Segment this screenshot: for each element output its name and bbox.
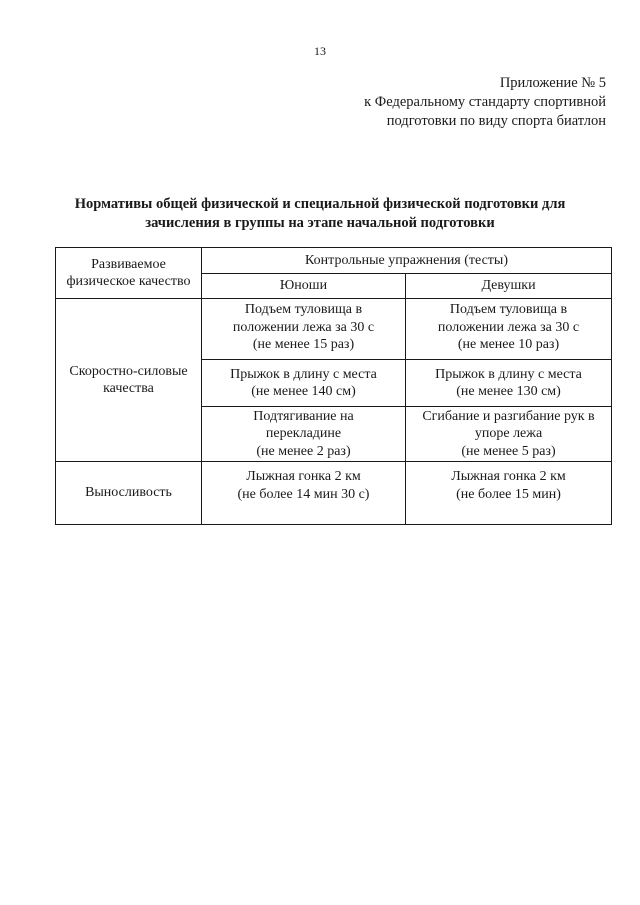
table-header-row bbox=[56, 248, 612, 274]
boys-pullups-cell bbox=[202, 407, 406, 462]
table-row bbox=[56, 299, 612, 360]
cell-line: Сгибание и разгибание рук в bbox=[422, 408, 595, 424]
quality-cell-speed-strength bbox=[56, 299, 202, 462]
cell-line: Подтягивание на bbox=[253, 408, 354, 424]
cell-line: (не менее 130 см) bbox=[456, 384, 561, 399]
cell-line: (не менее 15 раз) bbox=[252, 337, 355, 352]
header-quality-line: физическое качество bbox=[66, 274, 191, 289]
cell-line: (не более 15 мин) bbox=[456, 486, 561, 502]
quality-line: качества bbox=[103, 381, 154, 396]
quality-line: Выносливость bbox=[85, 485, 172, 501]
table-row bbox=[56, 462, 612, 525]
cell-line: упоре лежа bbox=[474, 426, 543, 442]
boys-ski-cell bbox=[202, 462, 406, 525]
header-controls-cell: Контрольные упражнения (тесты) bbox=[202, 248, 612, 274]
cell-line: Прыжок в длину с места bbox=[435, 366, 582, 382]
boys-situps-cell bbox=[202, 299, 406, 360]
cell-line: (не менее 2 раз) bbox=[256, 443, 351, 459]
quality-cell-endurance bbox=[56, 462, 202, 525]
appendix-line: к Федеральному стандарту спортивной bbox=[364, 94, 606, 110]
cell-line: перекладине bbox=[265, 426, 342, 442]
girls-situps-cell bbox=[406, 299, 612, 360]
norms-table bbox=[55, 247, 612, 525]
cell-line: Подъем туловища в bbox=[244, 302, 363, 317]
cell-line: Прыжок в длину с места bbox=[230, 366, 377, 382]
appendix-line: подготовки по виду спорта биатлон bbox=[386, 113, 606, 129]
cell-line: (не менее 140 см) bbox=[251, 384, 356, 399]
title-line: Нормативы общей физической и специальной физической подготовки для bbox=[74, 196, 566, 212]
cell-line: положении лежа за 30 с bbox=[232, 319, 375, 335]
cell-line: (не менее 5 раз) bbox=[461, 443, 556, 459]
appendix-note bbox=[364, 74, 606, 131]
girls-jump-cell bbox=[406, 360, 612, 407]
header-boys-cell: Юноши bbox=[202, 273, 406, 299]
cell-line: (не более 14 мин 30 с) bbox=[237, 486, 370, 502]
page-number: 13 bbox=[314, 44, 326, 58]
header-quality-line: Развиваемое bbox=[91, 256, 166, 272]
header-girls-cell: Девушки bbox=[406, 273, 612, 299]
girls-ski-cell bbox=[406, 462, 612, 525]
cell-line: (не менее 10 раз) bbox=[457, 337, 560, 352]
title-line: зачисления в группы на этапе начальной подготовки bbox=[145, 215, 495, 231]
quality-line: Скоростно-силовые bbox=[69, 363, 188, 379]
header-quality-cell bbox=[56, 248, 202, 299]
cell-line: положении лежа за 30 с bbox=[437, 319, 580, 335]
cell-line: Лыжная гонка 2 км bbox=[451, 469, 566, 484]
cell-line: Лыжная гонка 2 км bbox=[246, 469, 361, 484]
boys-jump-cell bbox=[202, 360, 406, 407]
document-title bbox=[40, 195, 600, 233]
appendix-line: Приложение № 5 bbox=[499, 75, 606, 91]
girls-pushups-cell bbox=[406, 407, 612, 462]
cell-line: Подъем туловища в bbox=[449, 302, 568, 317]
